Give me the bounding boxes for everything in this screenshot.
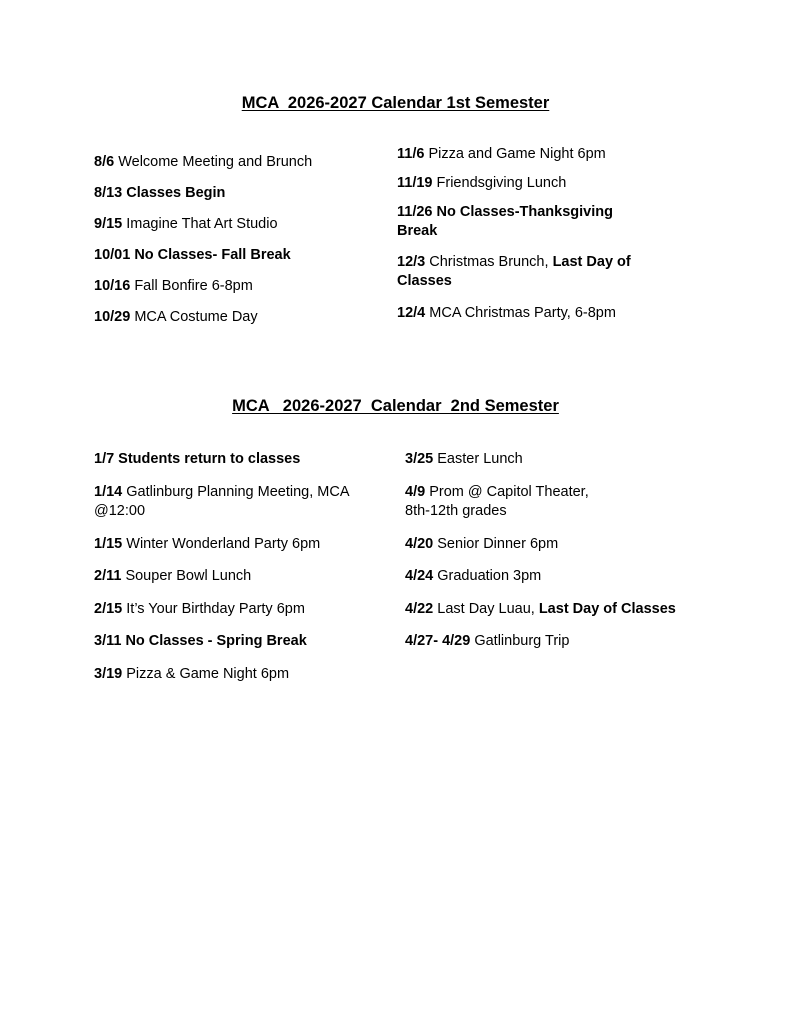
- event-item: [397, 253, 667, 291]
- event-item: [397, 145, 667, 164]
- event-text: Pizza & Game Night 6pm: [122, 666, 290, 682]
- event-text: Last Day Luau,: [433, 601, 539, 617]
- event-item: [94, 665, 379, 684]
- event-text: Imagine That Art Studio: [122, 216, 278, 232]
- event-text: It’s Your Birthday Party 6pm: [122, 601, 305, 617]
- event-date: 1/7 Students return to classes: [94, 451, 301, 467]
- event-item: [405, 450, 745, 469]
- event-text: Gatlinburg Trip: [470, 633, 570, 649]
- event-item: [397, 304, 667, 323]
- event-text: Winter Wonderland Party 6pm: [122, 536, 321, 552]
- event-item: [405, 535, 745, 554]
- event-bold-tail: Last Day of Classes: [538, 601, 676, 617]
- event-item: [94, 184, 364, 203]
- event-date: 3/25: [405, 451, 434, 467]
- event-item: [94, 153, 364, 172]
- event-date: 2/15: [94, 601, 123, 617]
- event-item: [94, 450, 379, 469]
- event-date: 9/15: [94, 216, 123, 232]
- event-text: Welcome Meeting and Brunch: [114, 154, 313, 170]
- event-text: Souper Bowl Lunch: [121, 568, 252, 584]
- event-text: Christmas Brunch,: [425, 254, 553, 270]
- event-text: MCA Christmas Party, 6-8pm: [425, 305, 616, 321]
- event-date: 1/14: [94, 484, 123, 500]
- event-date: 4/22: [405, 601, 434, 617]
- event-date: 11/19: [397, 175, 433, 191]
- event-item: [405, 483, 745, 521]
- event-item: [405, 567, 745, 586]
- event-text: Friendsgiving Lunch: [432, 175, 567, 191]
- event-date: 10/16: [94, 278, 131, 294]
- event-item: [94, 308, 364, 327]
- event-text: Pizza and Game Night 6pm: [424, 146, 606, 162]
- event-date: 4/9: [405, 484, 426, 500]
- event-date: 11/26 No Classes-Thanksgiving Break: [397, 204, 613, 239]
- event-date: 2/11: [94, 568, 122, 584]
- event-text: Gatlinburg Planning Meeting, MCA @12:00: [94, 484, 349, 519]
- event-date: 4/24: [405, 568, 434, 584]
- event-date: 8/13 Classes Begin: [94, 185, 226, 201]
- event-item: [405, 632, 745, 651]
- event-item: [94, 567, 379, 586]
- event-item: [397, 174, 667, 193]
- event-text: MCA Costume Day: [130, 309, 258, 325]
- event-text: Prom @ Capitol Theater, 8th-12th grades: [405, 484, 589, 519]
- event-date: 10/01 No Classes- Fall Break: [94, 247, 291, 263]
- event-item: [94, 215, 364, 234]
- event-date: 11/6: [397, 146, 425, 162]
- event-text: Fall Bonfire 6-8pm: [130, 278, 253, 294]
- event-date: 4/20: [405, 536, 434, 552]
- semester2-title: MCA 2026-2027 Calendar 2nd Semester: [232, 397, 559, 415]
- semester1-title: MCA 2026-2027 Calendar 1st Semester: [241, 94, 550, 112]
- event-item: [94, 535, 379, 554]
- event-item: [94, 277, 364, 296]
- event-item: [94, 483, 379, 521]
- event-bold-tail: Last Day of Classes: [397, 254, 631, 289]
- event-date: 10/29: [94, 309, 131, 325]
- event-date: 3/19: [94, 666, 123, 682]
- event-date: 1/15: [94, 536, 123, 552]
- event-date: 4/27- 4/29: [405, 633, 471, 649]
- event-date: 12/3: [397, 254, 426, 270]
- event-text: Graduation 3pm: [433, 568, 542, 584]
- event-text: Easter Lunch: [433, 451, 523, 467]
- event-date: 8/6: [94, 154, 115, 170]
- event-item: [397, 203, 642, 241]
- event-text: Senior Dinner 6pm: [433, 536, 559, 552]
- event-item: [94, 600, 379, 619]
- event-date: 12/4: [397, 305, 426, 321]
- event-item: [405, 600, 745, 619]
- event-item: [94, 632, 379, 651]
- event-date: 3/11 No Classes - Spring Break: [94, 633, 307, 649]
- event-item: [94, 246, 364, 265]
